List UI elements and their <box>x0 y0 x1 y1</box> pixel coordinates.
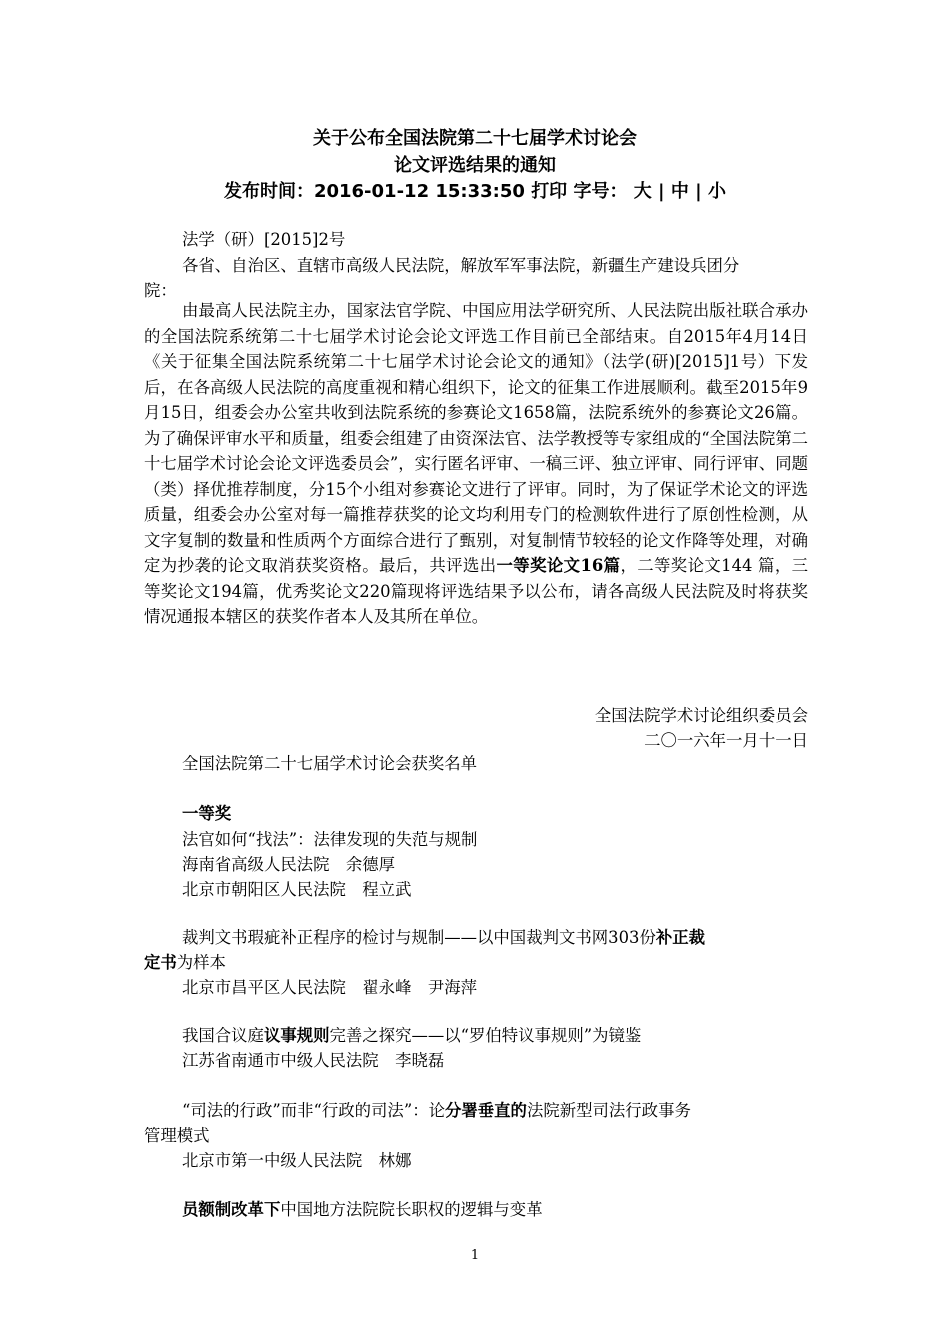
entry-title <box>182 1196 808 1220</box>
first-prize-heading: 一等奖 <box>182 804 232 823</box>
notice-body-paragraph <box>144 298 808 630</box>
font-size-small-link[interactable]: 小 <box>708 181 727 202</box>
entry-title-bold: 员额制改革下 <box>182 1200 281 1219</box>
entry-author: 北京市第一中级人民法院 林娜 <box>182 1151 412 1170</box>
paragraph-text: 由最高人民法院主办，国家法官学院、中国应用法学研究所、人民法院出版社联合承办的全国法院系统第二十七届学术讨论会论文评选工作目前已全部结束。自2015年4月14日《关于征集全国法院系统第二十七届学术讨论会论文的通知》（法学(研)[2015]1号）下发后，在各高级人民法院的高度重视和精心组织下，论文的征集工作进展顺利。截至2015年9月15日，组委会办公室共收到法院系统的参赛论文1658篇，法院系统外的参赛论文26篇。为了确保评审水平和质量，组委会组建了由资深法官、法学教授等专家组成的“全国法院第二十七届学术讨论会论文评选委员会”，实行匿名评审、一稿三评、独立评审、同行评审、同题（类）择优推荐制度，分15个小组对参赛论文进行了评审。同时，为了保证学术论文的评选质量，组委会办公室对每一篇推荐获奖的论文均利用专门的检测软件进行了原创性检测，从文字复制的数量和性质两个方面综合进行了甄别，对复制情节较轻的论文作降等处理，对确定为抄袭的论文取消获奖资格。最后，共评选出 <box>144 301 809 575</box>
entry-title: 法官如何“找法”：法律发现的失范与规制 <box>182 830 478 849</box>
entry-author: 海南省高级人民法院 余德厚 <box>182 855 396 874</box>
title-line-1: 关于公布全国法院第二十七届学术讨论会 <box>313 128 637 149</box>
entry-title-continued: 管理模式 <box>144 1126 210 1145</box>
entry-author: 北京市昌平区人民法院 翟永峰 尹海萍 <box>182 978 478 997</box>
page-number: 1 <box>470 1248 480 1263</box>
entry-title-text: 我国合议庭 <box>182 1026 264 1045</box>
entry-title-text: 完善之探究——以“罗伯特议事规则”为镜鉴 <box>329 1026 642 1045</box>
doc-number: 法学（研）[2015]2号 <box>182 230 346 249</box>
separator: | <box>695 181 702 202</box>
entry-title-text: “司法的行政”而非“行政的司法”：论 <box>182 1101 445 1120</box>
font-size-large-link[interactable]: 大 <box>633 181 652 202</box>
entry-title <box>182 1097 808 1121</box>
publish-label: 发布时间： <box>223 181 314 202</box>
publish-time: 2016-01-12 15:33:50 <box>313 181 525 202</box>
separator: | <box>658 181 665 202</box>
publish-info-bar <box>0 177 950 203</box>
entry-author: 北京市朝阳区人民法院 程立武 <box>182 880 412 899</box>
entry-title-bold: 分署垂直的 <box>445 1101 527 1120</box>
addressee-line-2: 院： <box>144 281 177 300</box>
signature-org: 全国法院学术讨论组织委员会 <box>594 706 808 725</box>
title-line-2: 论文评选结果的通知 <box>394 155 556 176</box>
entry-title-bold: 定书 <box>144 953 177 972</box>
entry-author: 江苏省南通市中级人民法院 李晓磊 <box>182 1051 445 1070</box>
signature-date: 二〇一六年一月十一日 <box>644 731 808 750</box>
paragraph-bold-text: 一等奖论文16篇 <box>496 556 621 575</box>
font-size-label: 字号： <box>573 181 628 202</box>
print-link[interactable]: 打印 <box>531 181 568 202</box>
entry-title-text: 法院新型司法行政事务 <box>526 1101 691 1120</box>
award-list-title: 全国法院第二十七届学术讨论会获奖名单 <box>182 754 478 773</box>
entry-title-text: 中国地方法院院长职权的逻辑与变革 <box>280 1200 543 1219</box>
entry-title <box>182 924 808 948</box>
entry-title-text: 为样本 <box>176 953 226 972</box>
entry-title-text: 裁判文书瑕疵补正程序的检讨与规制——以中国裁判文书网303份 <box>182 928 656 947</box>
font-size-medium-link[interactable]: 中 <box>670 181 689 202</box>
entry-title-bold: 议事规则 <box>263 1026 330 1045</box>
addressee-line-1: 各省、自治区、直辖市高级人民法院，解放军军事法院，新疆生产建设兵团分 <box>182 256 740 275</box>
paragraph-text: ，二等奖论文144 篇，三等奖论文194篇，优秀奖论文220篇现将评选结果予以公布，请各高级人民法院及时将获奖情况通报本辖区的获奖作者本人及其所在单位。 <box>144 556 809 626</box>
entry-title <box>182 1022 808 1046</box>
entry-title-bold: 补正裁 <box>655 928 706 947</box>
entry-title-continued <box>144 949 808 973</box>
